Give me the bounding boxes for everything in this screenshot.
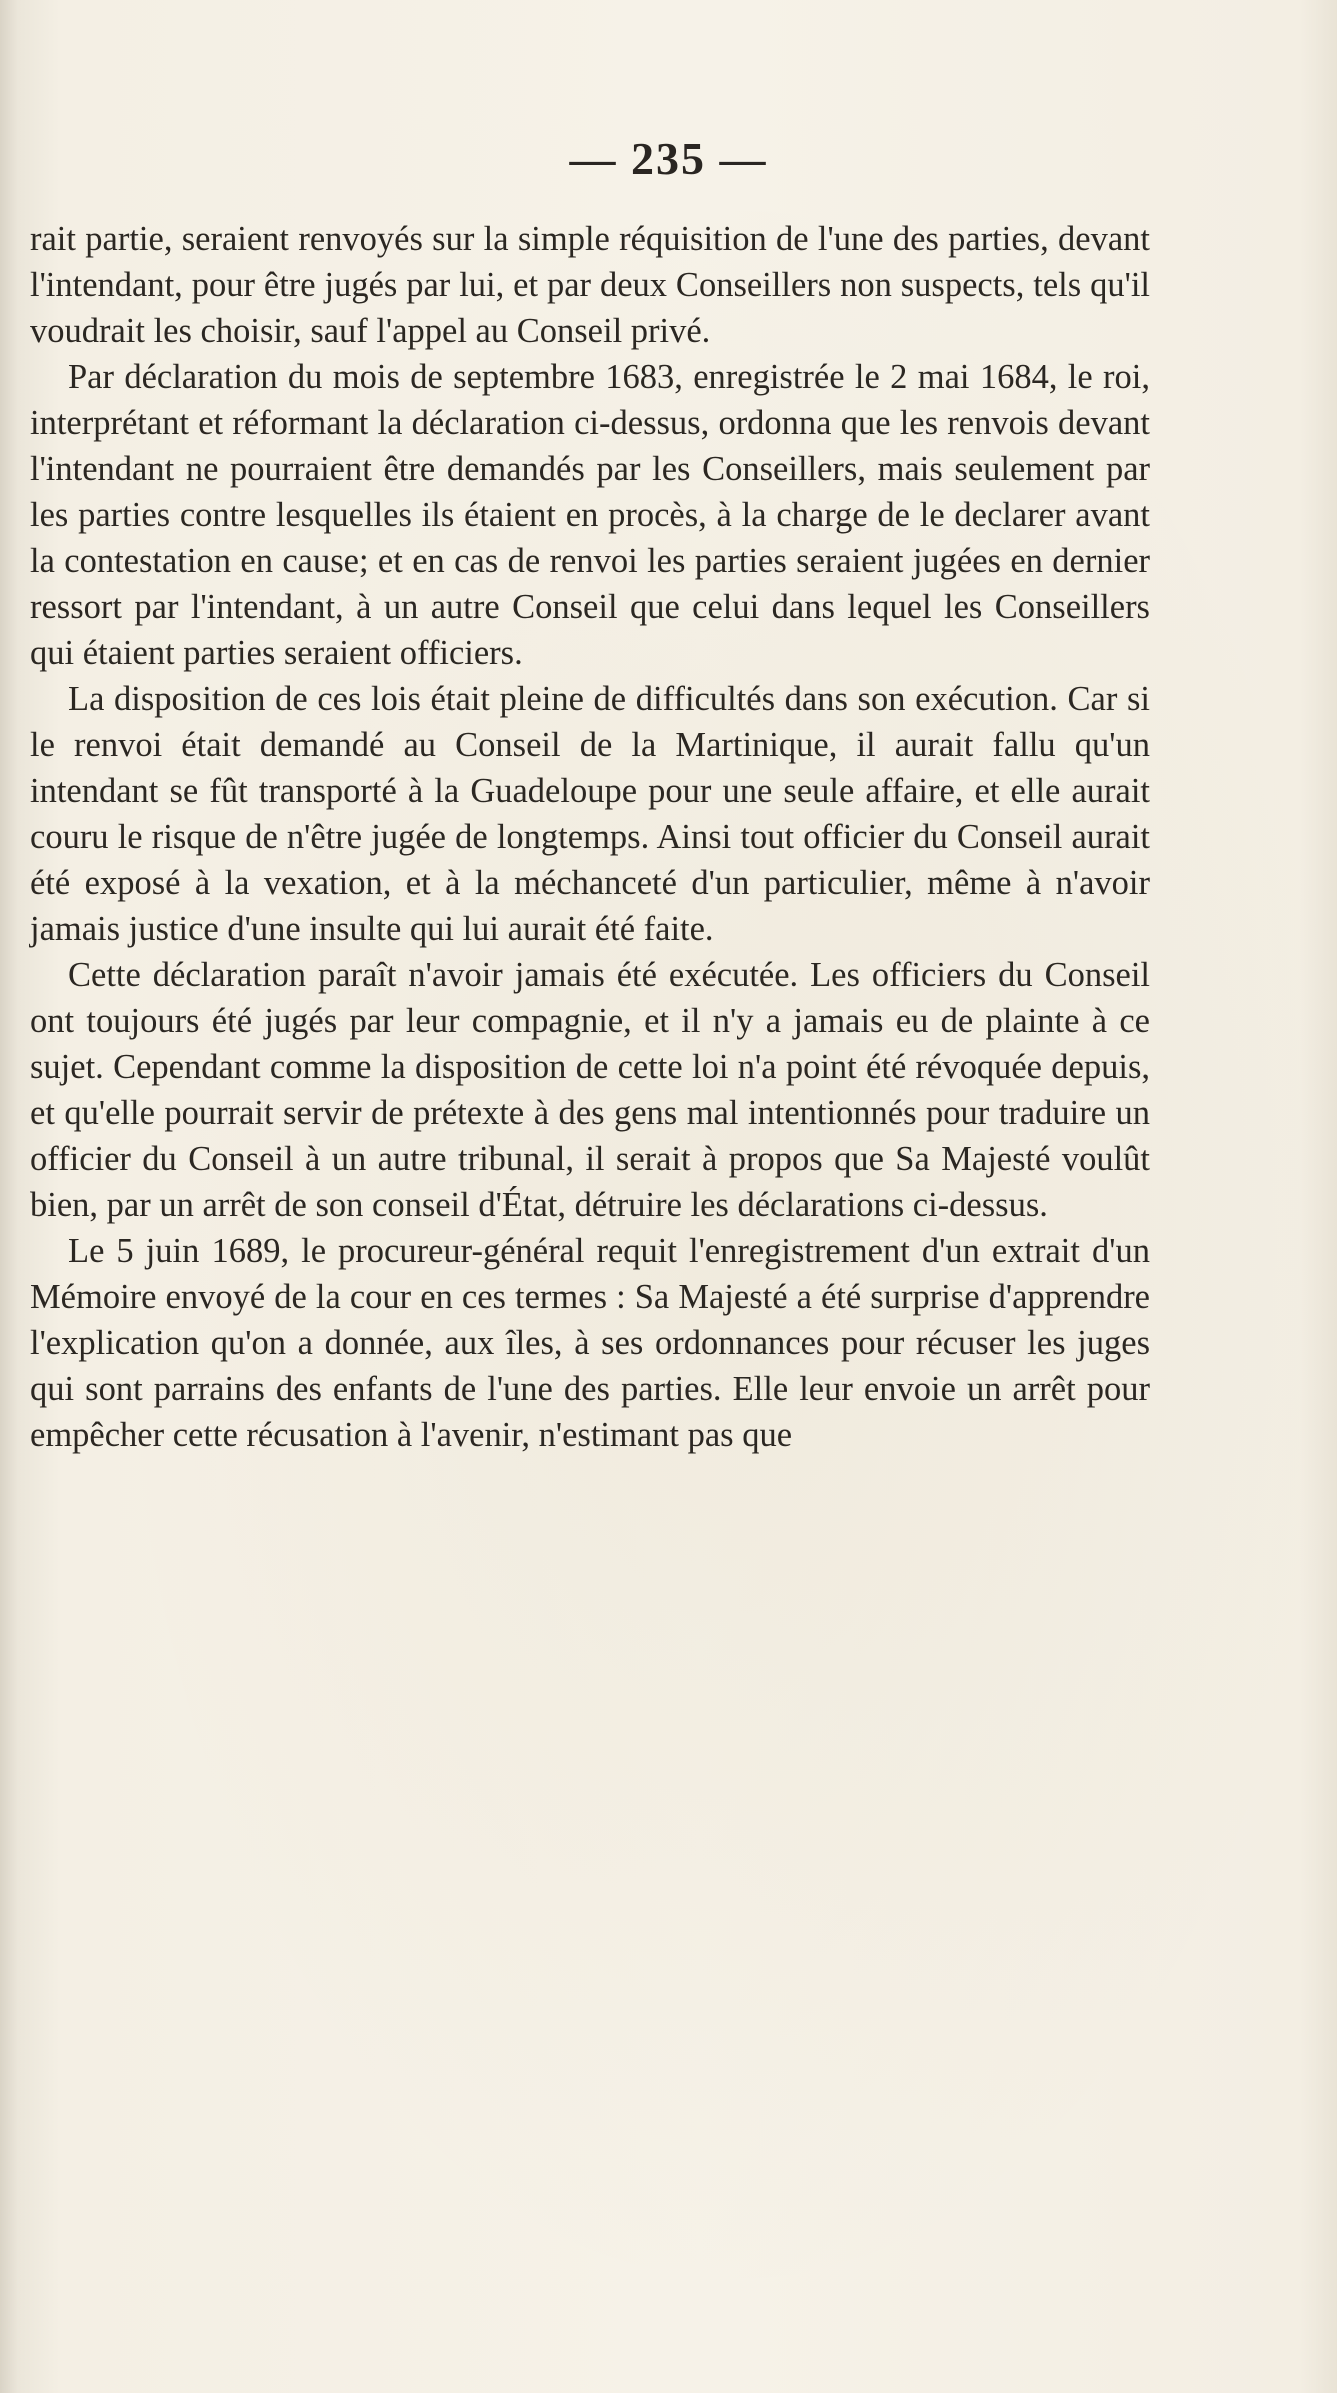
page-number: — 235 — bbox=[569, 133, 768, 184]
paragraph-declaration-1683: Par déclaration du mois de septembre 1683, enregistrée le 2 mai 1684, le roi, interprétant et réformant la déclaration ci-dessus, ordonna que les renvois devant l'intendant ne pourraient être demandés par les Conseillers, mais seulement par les parties contre lesquelles ils étaient en procès, à la charge de le declarer avant la contestation en cause; et en cas de renvoi les parties seraient jugées en dernier ressort par l'intendant, à un autre Conseil que celui dans lequel les Conseillers qui étaient parties seraient officiers. bbox=[30, 358, 1150, 672]
paragraph-june-1689: Le 5 juin 1689, le procureur-général requit l'enregistrement d'un extrait d'un Mémoire envoyé de la cour en ces termes : Sa Majesté a été surprise d'apprendre l'explication qu'on a donnée, aux îles, à ses ordonnances pour récuser les juges qui sont parrains des enfants de l'une des parties. Elle leur envoie un arrêt pour empêcher cette récusation à l'avenir, n'estimant pas que bbox=[30, 1232, 1150, 1454]
paragraph-continuation: rait partie, seraient renvoyés sur la simple réquisition de l'une des parties, devant l'intendant, pour être jugés par lui, et par deux Conseillers non suspects, tels qu'il voudrait les choisir, sauf l'appel au Conseil privé. bbox=[30, 220, 1150, 350]
paragraph-difficulties: La disposition de ces lois était pleine de difficultés dans son exécution. Car si le renvoi était demandé au Conseil de la Martinique, il aurait fallu qu'un intendant se fût transporté à la Guadeloupe pour une seule affaire, et elle aurait couru le risque de n'être jugée de longtemps. Ainsi tout officier du Conseil aurait été exposé à la vexation, et à la méchanceté d'un particulier, même à n'avoir jamais justice d'une insulte qui lui aurait été faite. bbox=[30, 680, 1150, 948]
paragraph-never-executed: Cette déclaration paraît n'avoir jamais été exécutée. Les officiers du Conseil ont toujours été jugés par leur compagnie, et il n'y a jamais eu de plainte à ce sujet. Cependant comme la disposition de cette loi n'a point été révoquée depuis, et qu'elle pourrait servir de prétexte à des gens mal intentionnés pour traduire un officier du Conseil à un autre tribunal, il serait à propos que Sa Majesté voulût bien, par un arrêt de son conseil d'État, détruire les déclarations ci-dessus. bbox=[30, 956, 1150, 1224]
page-text bbox=[30, 216, 1150, 1458]
